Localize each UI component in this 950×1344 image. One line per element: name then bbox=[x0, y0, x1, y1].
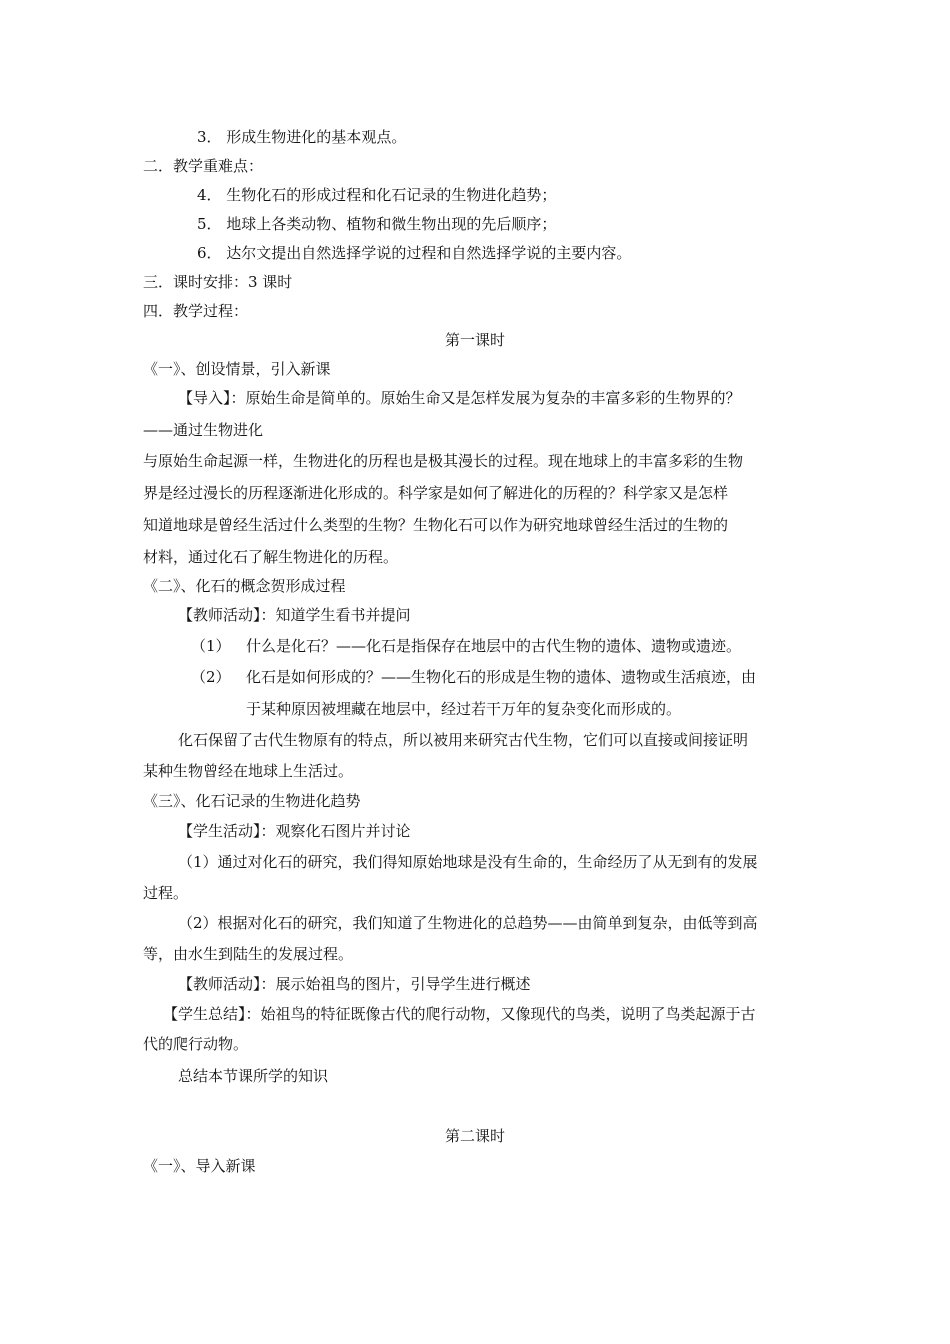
student-summary-line bbox=[163, 1004, 756, 1024]
key-points-heading: 二．教学重难点： bbox=[143, 157, 264, 175]
student-activity-line bbox=[178, 821, 411, 841]
paragraph-line: 某种生物曾经在地球上生活过。 bbox=[143, 762, 354, 780]
point-1-line: （1）通过对化石的研究，我们得知原始地球是没有生命的，生命经历了从无到有的发展 bbox=[178, 853, 758, 871]
paragraph-line: 化石保留了古代生物原有的特点，所以被用来研究古代生物，它们可以直接或间接证明 bbox=[178, 731, 749, 749]
lesson2-title: 第二课时 bbox=[444, 1127, 505, 1145]
question-2-number: （2） bbox=[191, 668, 231, 686]
lesson1-part1-heading: 《一》、创设情景，引入新课 bbox=[143, 360, 331, 378]
question-2-text: 化石是如何形成的？——生物化石的形成是生物的遗体、遗物或生活痕迹，由 bbox=[246, 668, 757, 686]
student-summary-label: 【学生总结】 bbox=[163, 1005, 246, 1023]
question-1-number: （1） bbox=[191, 637, 231, 655]
intro-dash-line: ——通过生物进化 bbox=[143, 421, 264, 439]
teacher-activity-line bbox=[178, 605, 411, 625]
intro-label: 【导入】 bbox=[178, 389, 231, 407]
process-heading: 四．教学过程： bbox=[143, 302, 249, 320]
paragraph-line: 与原始生命起源一样，生物进化的历程也是极其漫长的过程。现在地球上的丰富多彩的生物 bbox=[143, 452, 744, 470]
point-2-line: 等，由水生到陆生的发展过程。 bbox=[143, 945, 354, 963]
student-summary-continuation: 代的爬行动物。 bbox=[143, 1035, 249, 1053]
teacher-activity-text-2: ：展示始祖鸟的图片，引导学生进行概述 bbox=[260, 975, 531, 993]
lesson1-part2-heading: 《二》、化石的概念贺形成过程 bbox=[143, 577, 346, 595]
lesson1-title: 第一课时 bbox=[444, 331, 505, 349]
student-activity-text: ：观察化石图片并讨论 bbox=[260, 822, 411, 840]
teacher-activity-text: ：知道学生看书并提问 bbox=[260, 606, 411, 624]
paragraph-line: 知道地球是曾经生活过什么类型的生物？生物化石可以作为研究地球曾经生活过的生物的 bbox=[143, 516, 729, 534]
key-point-item-5: 5． 地球上各类动物、植物和微生物出现的先后顺序； bbox=[197, 215, 557, 233]
lesson1-part3-heading: 《三》、化石记录的生物进化趋势 bbox=[143, 792, 361, 810]
schedule-line: 三．课时安排：3 课时 bbox=[143, 273, 293, 291]
paragraph-line: 材料，通过化石了解生物进化的历程。 bbox=[143, 548, 399, 566]
lesson2-part1-heading: 《一》、导入新课 bbox=[143, 1157, 256, 1175]
teacher-activity-label: 【教师活动】 bbox=[178, 606, 261, 624]
question-2-continuation: 于某种原因被埋藏在地层中，经过若干万年的复杂变化而形成的。 bbox=[246, 700, 682, 718]
teacher-activity-label-2: 【教师活动】 bbox=[178, 975, 261, 993]
paragraph-line: 界是经过漫长的历程逐渐进化形成的。科学家是如何了解进化的历程的？科学家又是怎样 bbox=[143, 484, 729, 502]
key-point-item-6: 6． 达尔文提出自然选择学说的过程和自然选择学说的主要内容。 bbox=[197, 244, 632, 262]
intro-line bbox=[178, 388, 741, 408]
point-1-line: 过程。 bbox=[143, 884, 189, 902]
teacher-activity-line-2 bbox=[178, 974, 531, 994]
wrap-up-line: 总结本节课所学的知识 bbox=[178, 1067, 329, 1085]
student-activity-label: 【学生活动】 bbox=[178, 822, 261, 840]
student-summary-text: ：始祖鸟的特征既像古代的爬行动物，又像现代的鸟类，说明了鸟类起源于古 bbox=[245, 1005, 756, 1023]
point-2-line: （2）根据对化石的研究，我们知道了生物进化的总趋势——由简单到复杂，由低等到高 bbox=[178, 914, 758, 932]
intro-text: ：原始生命是简单的。原始生命又是怎样发展为复杂的丰富多彩的生物界的？ bbox=[230, 389, 741, 407]
goal-item-3: 3． 形成生物进化的基本观点。 bbox=[197, 128, 407, 146]
question-1-text: 什么是化石？——化石是指保存在地层中的古代生物的遗体、遗物或遗迹。 bbox=[246, 637, 742, 655]
key-point-item-4: 4． 生物化石的形成过程和化石记录的生物进化趋势； bbox=[197, 186, 557, 204]
